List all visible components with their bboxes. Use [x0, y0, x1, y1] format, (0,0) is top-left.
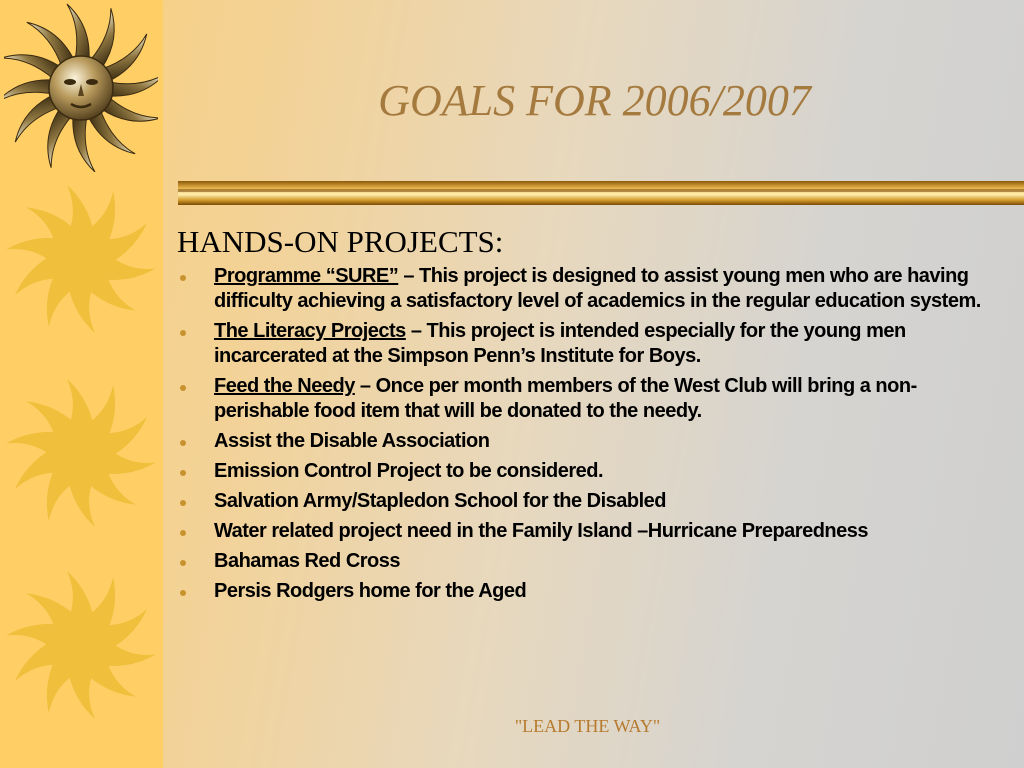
- project-description: – Once per month members of the West Club will bring a non-perishable food item that will be donated to the needy.: [214, 375, 917, 422]
- list-item: [180, 374, 1010, 424]
- bullet-dot-icon: [180, 330, 186, 336]
- left-decor-band: [0, 0, 163, 768]
- project-description: Water related project need in the Family Island –Hurricane Preparedness: [214, 520, 868, 542]
- project-description: Assist the Disable Association: [214, 430, 490, 452]
- list-item: [180, 549, 1010, 574]
- metal-sun-face-icon: [4, 2, 158, 172]
- project-description: Salvation Army/Stapledon School for the Disabled: [214, 490, 667, 512]
- bullet-dot-icon: [180, 500, 186, 506]
- project-name: The Literacy Projects: [214, 320, 406, 342]
- project-description: Emission Control Project to be considered.: [214, 460, 604, 482]
- list-item: [180, 489, 1010, 514]
- gold-divider-bar: [178, 181, 1024, 205]
- section-heading: HANDS-ON PROJECTS:: [177, 224, 504, 259]
- bullet-dot-icon: [180, 470, 186, 476]
- list-item: [180, 579, 1010, 604]
- list-item: [180, 319, 1010, 369]
- list-item: [180, 264, 1010, 314]
- bullet-dot-icon: [180, 590, 186, 596]
- bullet-dot-icon: [180, 275, 186, 281]
- project-description: Bahamas Red Cross: [214, 550, 401, 572]
- project-description: – This project is intended especially for the young men incarcerated at the Simpson Penn’s Institute for Boys.: [214, 320, 906, 367]
- bullet-dot-icon: [180, 440, 186, 446]
- project-bullet-list: [180, 264, 1010, 609]
- project-description: Persis Rodgers home for the Aged: [214, 580, 527, 602]
- list-item: [180, 429, 1010, 454]
- slide-footer: "LEAD THE WAY": [514, 716, 661, 736]
- yellow-sun-icon: [0, 564, 162, 726]
- bullet-dot-icon: [180, 385, 186, 391]
- project-description: – This project is designed to assist young men who are having difficulty achieving a satisfactory level of academics in the regular education system.: [214, 265, 981, 312]
- project-name: Programme “SURE”: [214, 265, 399, 287]
- list-item: [180, 519, 1010, 544]
- yellow-sun-icon: [0, 372, 162, 534]
- project-name: Feed the Needy: [214, 375, 355, 397]
- yellow-sun-icon: [0, 178, 162, 340]
- slide-title: GOALS FOR 2006/2007: [378, 76, 811, 125]
- list-item: [180, 459, 1010, 484]
- bullet-dot-icon: [180, 560, 186, 566]
- bullet-dot-icon: [180, 530, 186, 536]
